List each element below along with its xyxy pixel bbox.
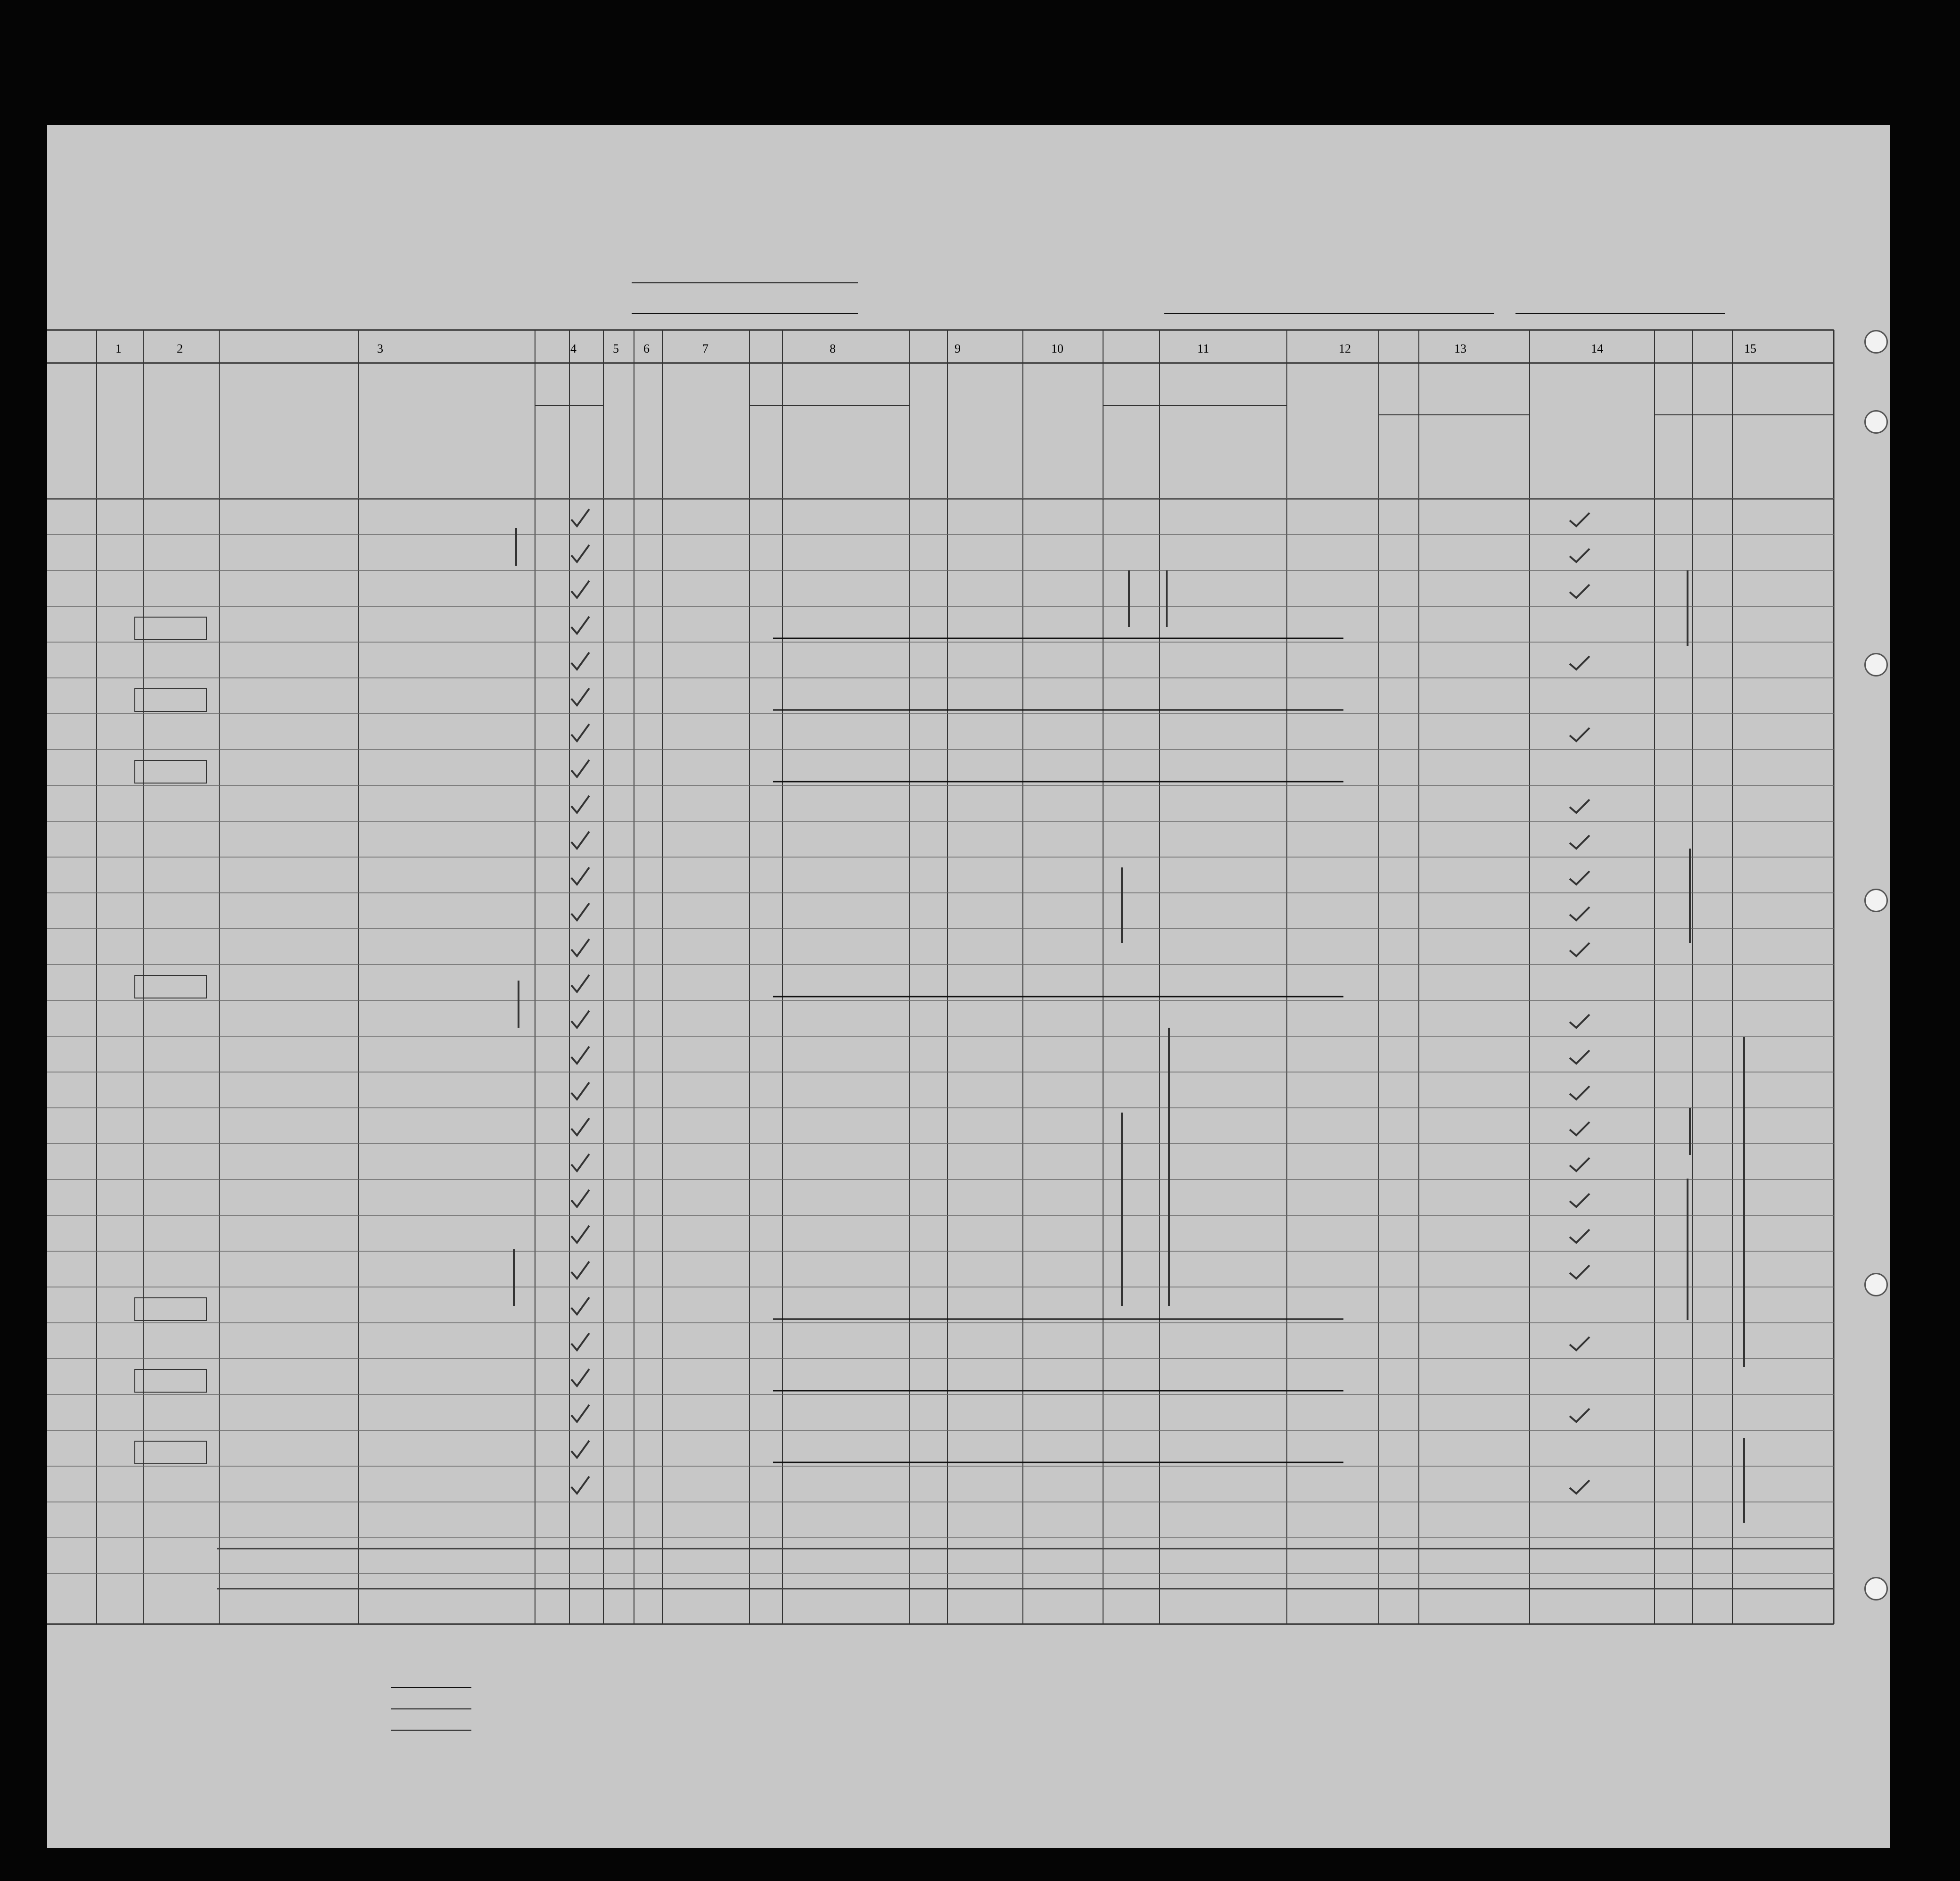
punch-hole	[1864, 1273, 1888, 1296]
column-number: 8	[830, 342, 836, 355]
punch-hole	[1864, 889, 1888, 912]
column-number: 1	[115, 342, 122, 355]
column-number: 5	[613, 342, 619, 355]
punch-hole	[1864, 1577, 1888, 1600]
head-tax-stamp	[134, 688, 207, 712]
punch-hole	[1864, 330, 1888, 354]
head-tax-stamp	[134, 617, 207, 640]
column-number: 14	[1591, 342, 1603, 355]
column-number: 6	[643, 342, 650, 355]
head-tax-stamp	[134, 1441, 207, 1464]
column-number: 3	[377, 342, 383, 355]
column-number: 7	[702, 342, 708, 355]
head-tax-stamp	[134, 1369, 207, 1393]
punch-hole	[1864, 653, 1888, 676]
column-number: 13	[1454, 342, 1466, 355]
column-number: 4	[570, 342, 576, 355]
column-number: 12	[1339, 342, 1351, 355]
column-number: 15	[1744, 342, 1756, 355]
head-tax-stamp	[134, 760, 207, 784]
head-tax-stamp	[134, 1154, 205, 1176]
column-number: 10	[1051, 342, 1063, 355]
column-number: 2	[177, 342, 183, 355]
head-tax-stamp	[134, 1297, 207, 1321]
column-number: 11	[1197, 342, 1210, 355]
column-number: 9	[955, 342, 961, 355]
head-tax-stamp	[134, 975, 207, 998]
punch-hole	[1864, 410, 1888, 434]
